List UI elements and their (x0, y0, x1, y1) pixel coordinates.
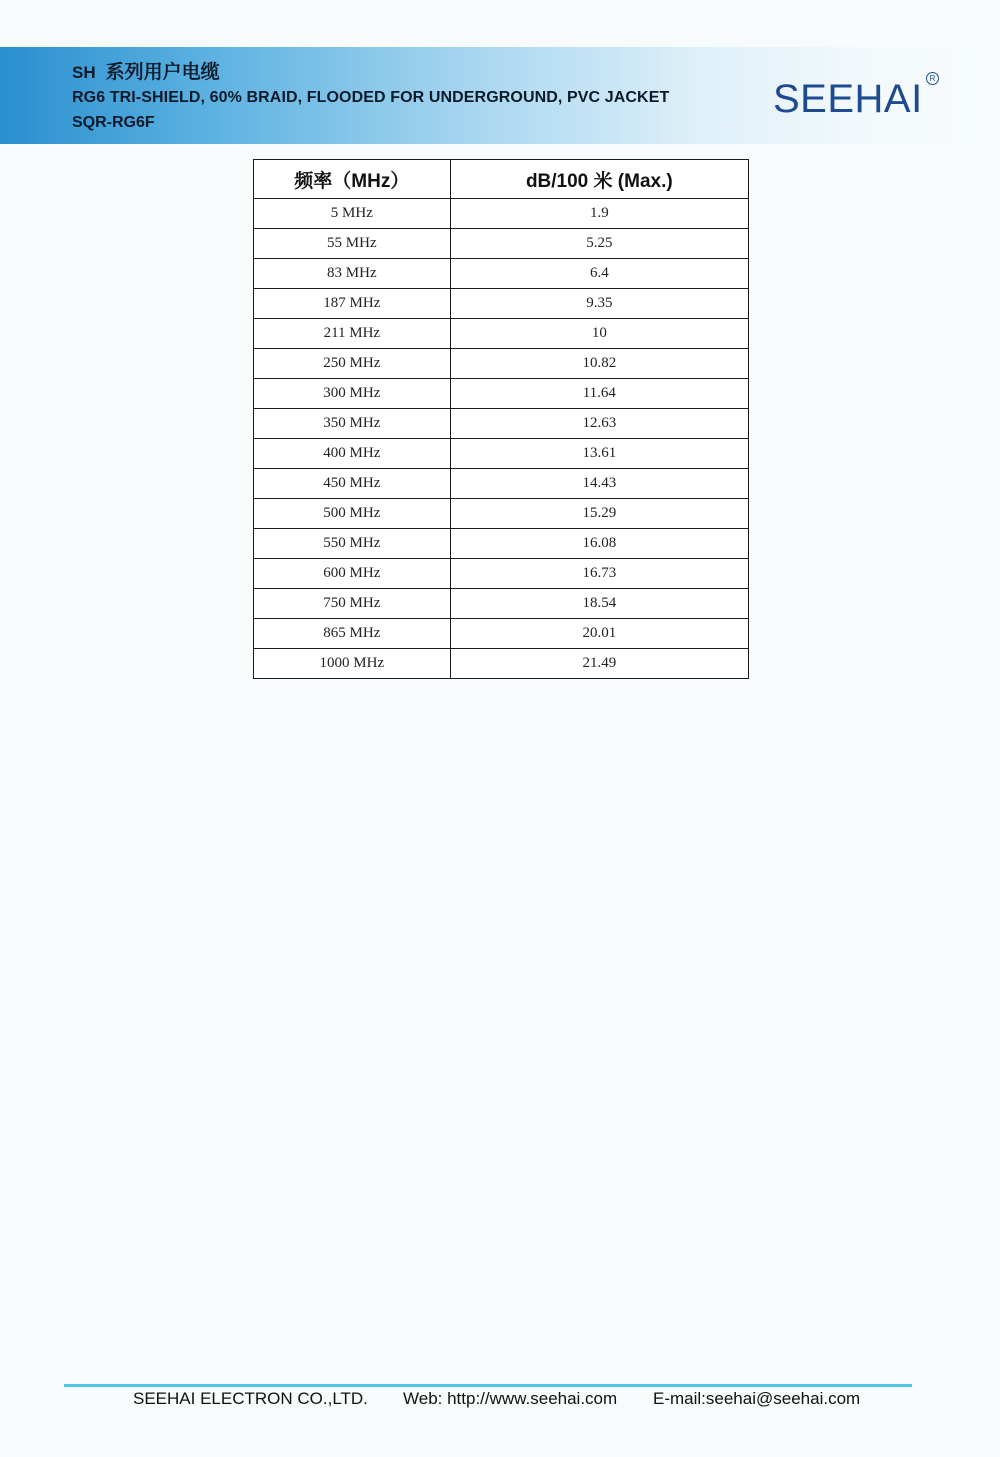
attenuation-cell: 11.64 (450, 379, 748, 409)
attenuation-cell: 16.73 (450, 559, 748, 589)
series-line (72, 60, 669, 85)
frequency-cell: 5 MHz (254, 199, 451, 229)
frequency-cell: 865 MHz (254, 619, 451, 649)
table-row (254, 409, 749, 439)
footer-company: SEEHAI ELECTRON CO.,LTD. (133, 1389, 368, 1408)
product-model: SQR-RG6F (72, 114, 155, 131)
frequency-cell: 500 MHz (254, 499, 451, 529)
frequency-cell: 250 MHz (254, 349, 451, 379)
table-row (254, 529, 749, 559)
table-row (254, 649, 749, 679)
product-title: RG6 TRI-SHIELD, 60% BRAID, FLOODED FOR UNDERGROUND, PVC JACKET (72, 89, 670, 106)
attenuation-cell: 10 (450, 319, 748, 349)
table-row (254, 469, 749, 499)
table-header-row (254, 160, 749, 199)
attenuation-cell: 16.08 (450, 529, 748, 559)
series-code: SH (72, 63, 96, 82)
attenuation-cell: 20.01 (450, 619, 748, 649)
column-header-frequency: 频率（MHz） (254, 160, 451, 199)
attenuation-cell: 5.25 (450, 229, 748, 259)
frequency-cell: 750 MHz (254, 589, 451, 619)
frequency-cell: 300 MHz (254, 379, 451, 409)
frequency-cell: 187 MHz (254, 289, 451, 319)
attenuation-table (253, 159, 749, 679)
table-row (254, 379, 749, 409)
frequency-cell: 350 MHz (254, 409, 451, 439)
frequency-cell: 600 MHz (254, 559, 451, 589)
footer-web: Web: http://www.seehai.com (403, 1389, 618, 1408)
table-row (254, 349, 749, 379)
table-row (254, 589, 749, 619)
frequency-cell: 550 MHz (254, 529, 451, 559)
column-header-attenuation: dB/100 米 (Max.) (450, 160, 748, 199)
series-name: 系列用户电缆 (105, 62, 220, 83)
frequency-cell: 55 MHz (254, 229, 451, 259)
table-row (254, 229, 749, 259)
attenuation-cell: 9.35 (450, 289, 748, 319)
table-row (254, 499, 749, 529)
attenuation-cell: 13.61 (450, 439, 748, 469)
table-row (254, 259, 749, 289)
frequency-cell: 211 MHz (254, 319, 451, 349)
seehai-logo: SEEHAI (773, 77, 923, 121)
footer-email: E-mail:seehai@seehai.com (653, 1389, 861, 1408)
frequency-cell: 450 MHz (254, 469, 451, 499)
table-row (254, 199, 749, 229)
table-row (254, 319, 749, 349)
attenuation-cell: 21.49 (450, 649, 748, 679)
attenuation-cell: 12.63 (450, 409, 748, 439)
frequency-cell: 1000 MHz (254, 649, 451, 679)
attenuation-cell: 1.9 (450, 199, 748, 229)
table-row (254, 559, 749, 589)
table-row (254, 289, 749, 319)
attenuation-cell: 10.82 (450, 349, 748, 379)
footer-divider (64, 1384, 912, 1387)
attenuation-cell: 6.4 (450, 259, 748, 289)
table-row (254, 439, 749, 469)
attenuation-cell: 15.29 (450, 499, 748, 529)
attenuation-cell: 18.54 (450, 589, 748, 619)
registered-mark-icon: R (926, 72, 939, 85)
frequency-cell: 83 MHz (254, 259, 451, 289)
document-header (72, 60, 669, 135)
table-row (254, 619, 749, 649)
frequency-cell: 400 MHz (254, 439, 451, 469)
attenuation-cell: 14.43 (450, 469, 748, 499)
